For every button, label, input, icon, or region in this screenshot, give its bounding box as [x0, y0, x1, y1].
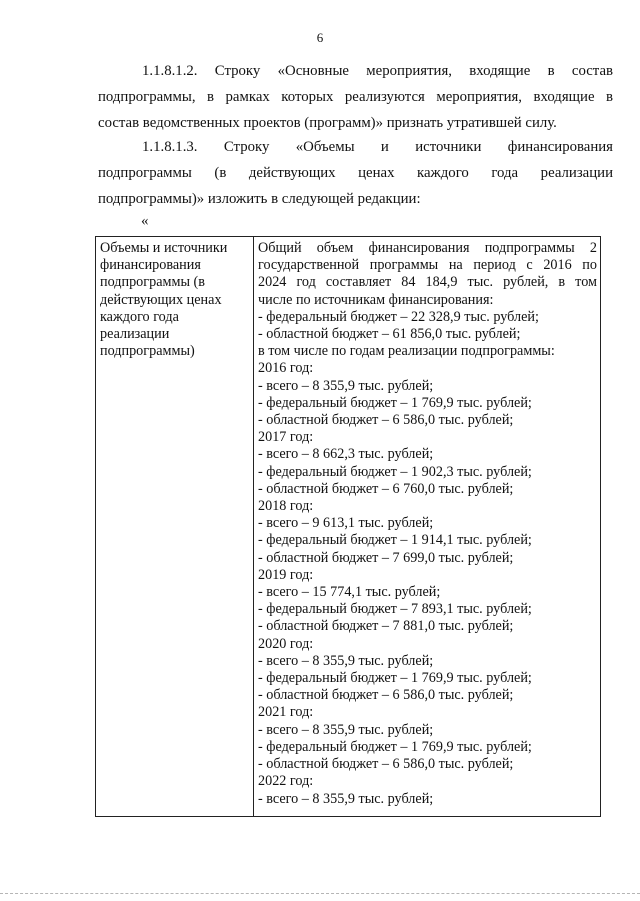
- financing-item: 2018 год:: [258, 498, 314, 515]
- financing-item: - федеральный бюджет – 1 914,1 тыс. рублей;: [258, 532, 532, 549]
- financing-table: [95, 236, 601, 817]
- row-label-line: реализации: [100, 326, 170, 343]
- financing-item: - областной бюджет – 6 586,0 тыс. рублей;: [258, 687, 514, 704]
- financing-summary-line: числе по источникам финансирования:: [258, 291, 494, 308]
- financing-item: - всего – 8 355,9 тыс. рублей;: [258, 721, 434, 738]
- financing-item: - всего – 8 355,9 тыс. рублей;: [258, 790, 434, 807]
- financing-item: - всего – 8 355,9 тыс. рублей;: [258, 652, 434, 669]
- financing-item: 2020 год:: [258, 635, 314, 652]
- paragraph-line: 1.1.8.1.2. Строку «Основные мероприятия, входящие в состав: [142, 63, 613, 79]
- financing-item: - федеральный бюджет – 22 328,9 тыс. рублей;: [258, 308, 539, 325]
- financing-item: - федеральный бюджет – 7 893,1 тыс. рублей;: [258, 601, 532, 618]
- financing-item: - областной бюджет – 7 699,0 тыс. рублей;: [258, 549, 514, 566]
- row-label-line: каждого года: [100, 308, 179, 325]
- financing-items-list: [258, 309, 597, 808]
- financing-summary-line: государственной программы на период с 2016 по: [258, 257, 597, 274]
- row-label-line: подпрограммы (в: [100, 274, 205, 291]
- financing-item: - областной бюджет – 7 881,0 тыс. рублей;: [258, 618, 514, 635]
- financing-item: 2019 год:: [258, 566, 314, 583]
- financing-item: - всего – 15 774,1 тыс. рублей;: [258, 584, 441, 601]
- row-label-line: действующих ценах: [100, 291, 222, 308]
- financing-item: - федеральный бюджет – 1 769,9 тыс. рублей;: [258, 670, 532, 687]
- paragraph-line: 1.1.8.1.3. Строку «Объемы и источники финансирования: [142, 139, 613, 155]
- paragraph-1: [98, 58, 613, 136]
- financing-item: - всего – 9 613,1 тыс. рублей;: [258, 515, 434, 532]
- bottom-divider: [0, 893, 640, 894]
- paragraph-line: состав ведомственных проектов (программ)» признать утратившей силу.: [98, 115, 557, 131]
- financing-item: - областной бюджет – 6 586,0 тыс. рублей;: [258, 756, 514, 773]
- financing-item: 2021 год:: [258, 704, 314, 721]
- financing-item: - областной бюджет – 61 856,0 тыс. рублей;: [258, 326, 521, 343]
- financing-item: - федеральный бюджет – 1 902,3 тыс. рублей;: [258, 463, 532, 480]
- financing-summary-line: Общий объем финансирования подпрограммы 2: [258, 240, 597, 256]
- row-label-line: подпрограммы): [100, 343, 195, 360]
- financing-item: - всего – 8 355,9 тыс. рублей;: [258, 377, 434, 394]
- financing-item: - федеральный бюджет – 1 769,9 тыс. рублей;: [258, 394, 532, 411]
- paragraph-line: подпрограммы (в действующих ценах каждого года реализации: [98, 165, 613, 181]
- financing-item: - федеральный бюджет – 1 769,9 тыс. рублей;: [258, 738, 532, 755]
- financing-summary-line: 2024 год составляет 84 184,9 тыс. рублей, в том: [258, 274, 597, 291]
- financing-item: - всего – 8 662,3 тыс. рублей;: [258, 446, 434, 463]
- table-row: [96, 237, 601, 817]
- page-number: 6: [316, 30, 324, 45]
- financing-item: 2016 год:: [258, 360, 314, 377]
- row-label-line: финансирования: [100, 257, 201, 274]
- financing-item: - областной бюджет – 6 586,0 тыс. рублей;: [258, 412, 514, 429]
- financing-item: 2022 год:: [258, 773, 314, 790]
- opening-quote: «: [141, 213, 149, 229]
- row-label-cell: [96, 237, 254, 817]
- financing-details-cell: [254, 237, 601, 817]
- paragraph-2: [98, 134, 613, 212]
- financing-item: - областной бюджет – 6 760,0 тыс. рублей;: [258, 480, 514, 497]
- financing-item: 2017 год:: [258, 429, 314, 446]
- paragraph-line: подпрограммы)» изложить в следующей редакции:: [98, 191, 421, 207]
- row-label-line: Объемы и источники: [100, 240, 228, 256]
- paragraph-line: подпрограммы, в рамках которых реализуются мероприятия, входящие в: [98, 89, 613, 105]
- financing-item: в том числе по годам реализации подпрограммы:: [258, 343, 555, 360]
